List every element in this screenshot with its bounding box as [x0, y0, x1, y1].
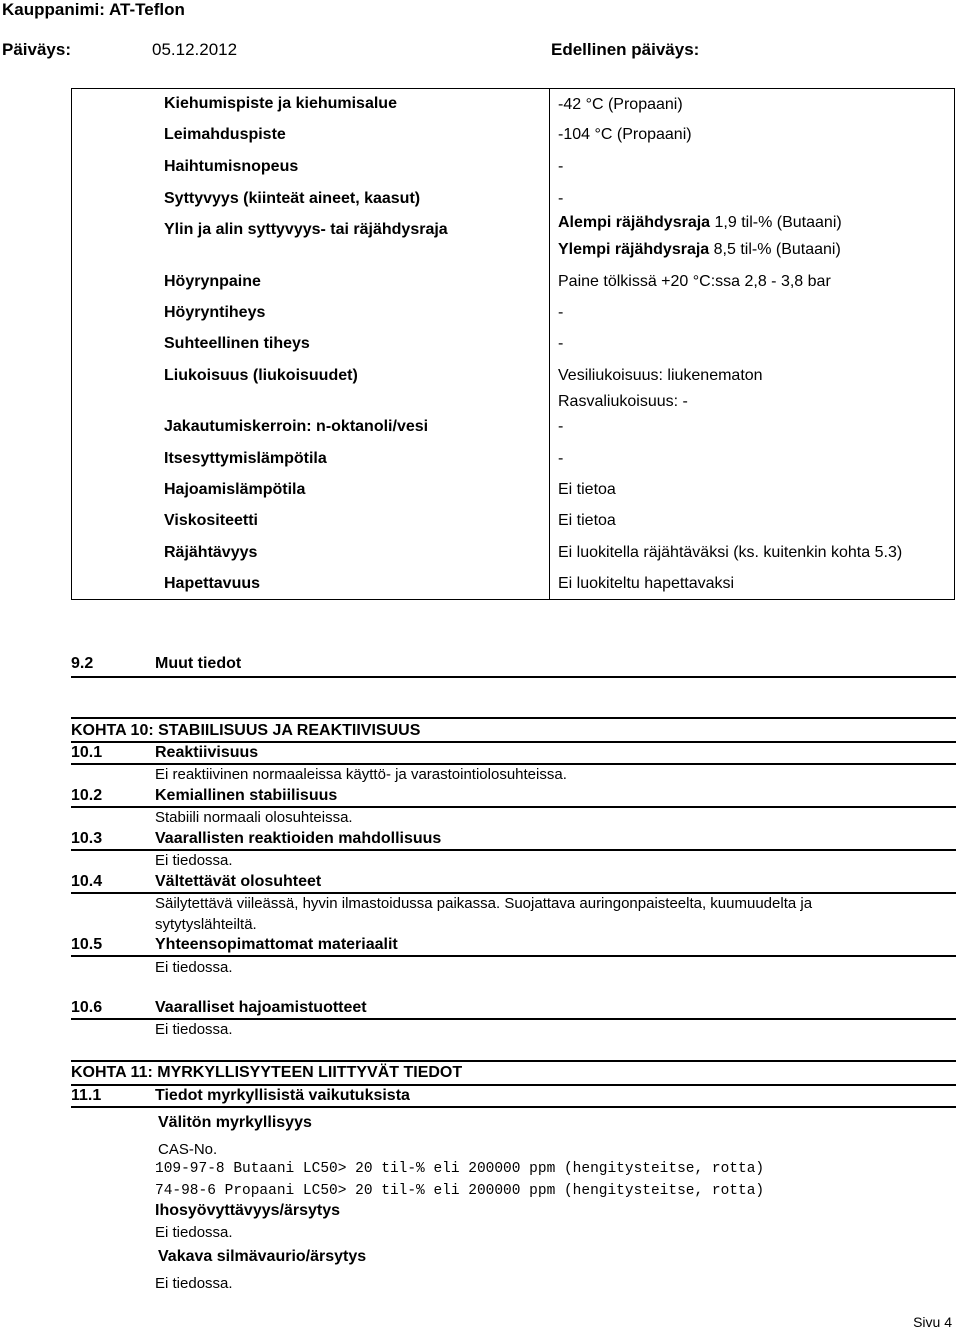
skin-irritation-text: Ei tiedossa.: [155, 1224, 233, 1241]
prop-value: -: [558, 190, 564, 207]
upper-limit-label: Ylempi räjähdysraja: [558, 241, 710, 258]
item-text: Ei tiedossa.: [155, 959, 233, 976]
prop-value: -: [558, 335, 564, 352]
prop-value: -: [558, 418, 564, 435]
item-text: Säilytettävä viileässä, hyvin ilmastoidussa paikassa. Suojattava auringonpaisteelta, kuumuudelta ja: [155, 895, 813, 912]
divider: [71, 892, 956, 894]
prop-value: -104 °C (Propaani): [558, 126, 692, 143]
divider: [71, 1060, 956, 1062]
prop-label: Syttyvyys (kiinteät aineet, kaasut): [164, 190, 421, 207]
prop-label: Viskositeetti: [164, 512, 258, 529]
item-number: 10.1: [71, 744, 103, 761]
table-column-divider: [549, 88, 550, 600]
prop-value: -: [558, 158, 564, 175]
prop-value: Ei tietoa: [558, 512, 616, 529]
prop-label: Räjähtävyys: [164, 544, 258, 561]
prop-label: Höyryntiheys: [164, 304, 266, 321]
item-number: 10.5: [71, 936, 103, 953]
divider: [71, 741, 956, 743]
item-text: Stabiili normaali olosuhteissa.: [155, 809, 353, 826]
item-title: Kemiallinen stabiilisuus: [155, 787, 338, 804]
date-value: 05.12.2012: [152, 40, 238, 59]
lower-limit-value: 1,9 til-% (Butaani): [714, 214, 842, 231]
cas-label: CAS-No.: [158, 1141, 218, 1158]
lower-limit-label: Alempi räjähdysraja: [558, 214, 711, 231]
prop-label: Haihtumisnopeus: [164, 158, 299, 175]
item-text: Ei tiedossa.: [155, 852, 233, 869]
cas-line: 109-97-8 Butaani LC50> 20 til-% eli 200000 ppm (hengitysteitse, rotta): [155, 1161, 765, 1177]
upper-limit-value: 8,5 til-% (Butaani): [713, 241, 841, 258]
item-text: Ei tiedossa.: [155, 1021, 233, 1038]
item-number: 10.4: [71, 873, 103, 890]
section10-title: KOHTA 10: STABIILISUUS JA REAKTIIVISUUS: [71, 722, 421, 739]
prop-label: Leimahduspiste: [164, 126, 286, 143]
prop-value: -: [558, 304, 564, 321]
eye-damage-text: Ei tiedossa.: [155, 1275, 233, 1292]
item-number: 10.3: [71, 830, 103, 847]
item-title: Vaarallisten reaktioiden mahdollisuus: [155, 830, 442, 847]
item-title: Reaktiivisuus: [155, 744, 259, 761]
item-number: 10.2: [71, 787, 103, 804]
prop-label: Suhteellinen tiheys: [164, 335, 310, 352]
section-number: 9.2: [71, 655, 94, 672]
divider: [71, 849, 956, 851]
prop-label: Jakautumiskerroin: n-oktanoli/vesi: [164, 418, 429, 435]
cas-line: 74-98-6 Propaani LC50> 20 til-% eli 200000 ppm (hengitysteitse, rotta): [155, 1183, 765, 1199]
prop-label: Liukoisuus (liukoisuudet): [164, 367, 358, 384]
item-number: 11.1: [71, 1087, 102, 1104]
prop-value: [558, 241, 841, 259]
divider: [71, 763, 956, 765]
divider: [71, 1106, 956, 1108]
divider: [71, 806, 956, 808]
divider: [71, 955, 956, 957]
item-number: 10.6: [71, 999, 103, 1016]
prop-value: Ei luokitella räjähtäväksi (ks. kuitenkin kohta 5.3): [558, 544, 903, 561]
eye-damage-title: Vakava silmävaurio/ärsytys: [158, 1248, 367, 1265]
prop-value: Rasvaliukoisuus: -: [558, 393, 688, 410]
date-label: Päiväys:: [2, 40, 71, 59]
item-title: Vältettävät olosuhteet: [155, 873, 322, 890]
prop-label: Kiehumispiste ja kiehumisalue: [164, 95, 397, 112]
prop-label: Hapettavuus: [164, 575, 261, 592]
prop-value: Vesiliukoisuus: liukenematon: [558, 367, 763, 384]
previous-date-label: Edellinen päiväys:: [551, 40, 700, 59]
item-title: Tiedot myrkyllisistä vaikutuksista: [155, 1087, 410, 1104]
prop-value: Ei tietoa: [558, 481, 616, 498]
prop-value: Ei luokiteltu hapettavaksi: [558, 575, 735, 592]
prop-value: -: [558, 450, 564, 467]
item-text: sytytyslähteiltä.: [155, 916, 257, 933]
acute-toxicity-title: Välitön myrkyllisyys: [158, 1114, 312, 1131]
prop-label: Höyrynpaine: [164, 273, 261, 290]
section-title: Muut tiedot: [155, 655, 242, 672]
divider: [71, 1084, 956, 1086]
prop-value: Paine tölkissä +20 °C:ssa 2,8 - 3,8 bar: [558, 273, 831, 290]
page-number: Sivu 4: [913, 1314, 952, 1330]
item-title: Vaaralliset hajoamistuotteet: [155, 999, 367, 1016]
divider: [71, 1018, 956, 1020]
item-text: Ei reaktiivinen normaaleissa käyttö- ja varastointiolosuhteissa.: [155, 766, 567, 783]
divider: [71, 676, 956, 678]
item-title: Yhteensopimattomat materiaalit: [155, 936, 398, 953]
prop-label: Ylin ja alin syttyvyys- tai räjähdysraja: [164, 221, 448, 238]
divider: [71, 717, 956, 719]
skin-irritation-title: Ihosyövyttävyys/ärsytys: [155, 1202, 340, 1219]
product-name: Kauppanimi: AT-Teflon: [2, 0, 185, 19]
prop-label: Itsesyttymislämpötila: [164, 450, 327, 467]
prop-label: Hajoamislämpötila: [164, 481, 306, 498]
prop-value: [558, 214, 842, 232]
section11-title: KOHTA 11: MYRKYLLISYYTEEN LIITTYVÄT TIEDOT: [71, 1064, 463, 1081]
prop-value: -42 °C (Propaani): [558, 96, 683, 113]
